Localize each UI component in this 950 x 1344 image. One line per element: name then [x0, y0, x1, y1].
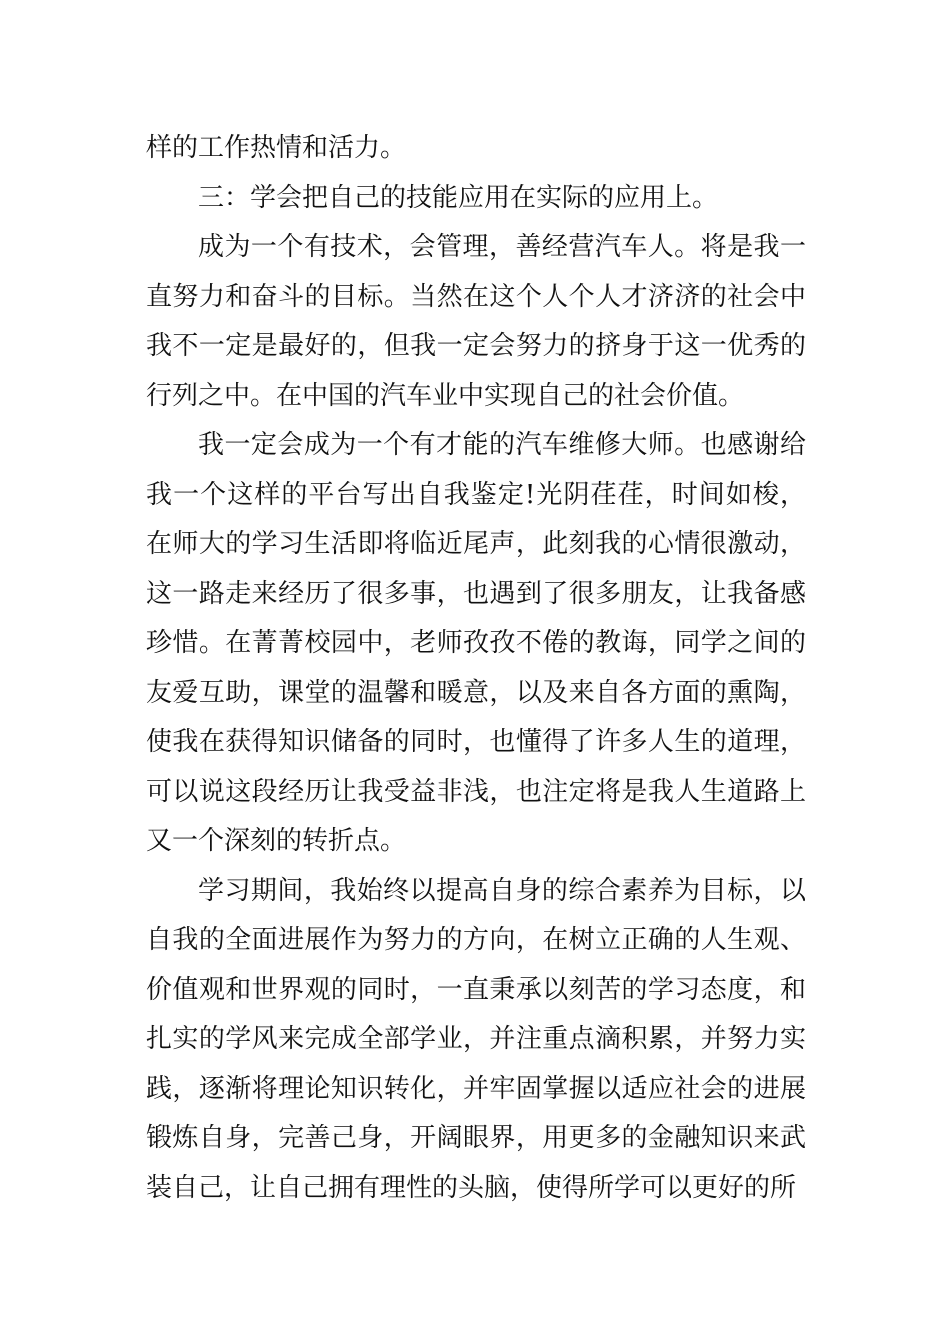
paragraph-heading-three: 三：学会把自己的技能应用在实际的应用上。	[198, 182, 719, 213]
document-body	[146, 124, 806, 1213]
paragraph-study-period: 学习期间，我始终以提高自身的综合素养为目标，以自我的全面进展作为努力的方向，在树立正确的人生观、价值观和世界观的同时，一直秉承以刻苦的学习态度，和扎实的学风来完成全部学业，并注重点滴积累，并努力实践，逐渐将理论知识转化，并牢固掌握以适应社会的进展锻炼自身，完善己身，开阔眼界，用更多的金融知识来武装自己，让自己拥有理性的头脑，使得所学可以更好的所	[146, 875, 806, 1203]
paragraph-self-assessment: 我一定会成为一个有才能的汽车维修大师。也感谢给我一个这样的平台写出自我鉴定!光阴荏荏，时间如梭，在师大的学习生活即将临近尾声，此刻我的心情很激动，这一路走来经历了很多事，也遇到了很多朋友，让我备感珍惜。在菁菁校园中，老师孜孜不倦的教诲，同学之间的友爱互助，课堂的温馨和暖意，以及来自各方面的熏陶，使我在获得知识储备的同时，也懂得了许多人生的道理，可以说这段经历让我受益非浅，也注定将是我人生道路上又一个深刻的转折点。	[146, 430, 806, 856]
paragraph-continuation: 样的工作热情和活力。	[146, 133, 407, 163]
paragraph-goal: 成为一个有技术，会管理，善经营汽车人。将是我一直努力和奋斗的目标。当然在这个人个人才济济的社会中我不一定是最好的，但我一定会努力的挤身于这一优秀的行列之中。在中国的汽车业中实现自己的社会价值。	[146, 232, 806, 411]
